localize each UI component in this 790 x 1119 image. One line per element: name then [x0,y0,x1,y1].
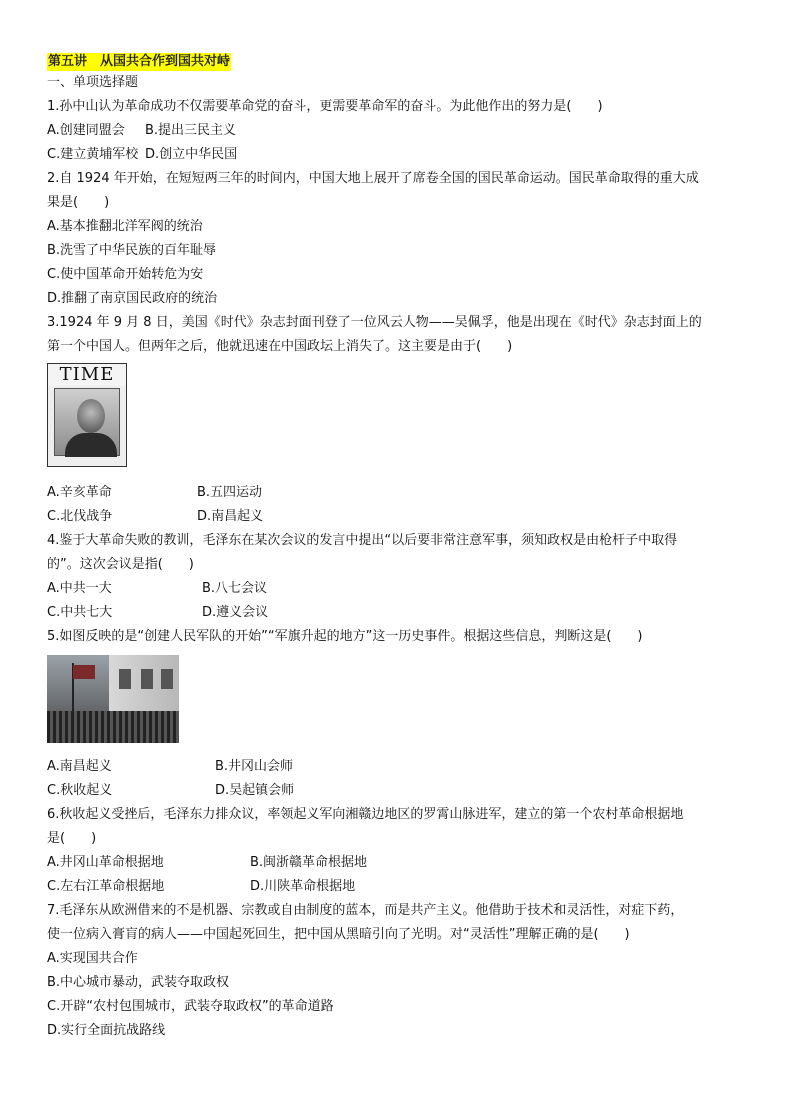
option-a: A.井冈山革命根据地 [47,855,164,870]
question-6-options-row-1 [47,851,747,875]
question-3-stem-line-1: 3.1924 年 9 月 8 日，美国《时代》杂志封面刊登了一位风云人物——吴佩孚，他是出现在《时代》杂志封面上的 [47,315,702,330]
question-6-options-row-2 [47,875,747,899]
option-a: A.创建同盟会 [47,123,125,138]
option-a: A.实现国共合作 [47,951,138,966]
option-a: A.中共一大 [47,581,112,596]
question-5-stem: 5.如图反映的是“创建人民军队的开始”“军旗升起的地方”这一历史事件。根据这些信息，判断这是( ) [47,629,643,644]
question-1-stem: 1.孙中山认为革命成功不仅需要革命党的奋斗，更需要革命军的奋斗。为此他作出的努力是( ) [47,99,603,114]
option-d: D.创立中华民国 [145,147,238,162]
option-a: A.南昌起义 [47,759,112,774]
option-c: C.北伐战争 [47,509,113,524]
time-magazine-cover-image [47,363,127,467]
question-1-options-row-2 [47,143,747,167]
question-3-stem-line-2: 第一个中国人。但两年之后，他就迅速在中国政坛上消失了。这主要是由于( ) [47,339,513,354]
question-2-stem-line-2: 果是( ) [47,195,110,210]
portrait-face [77,399,105,433]
option-c: C.左右江革命根据地 [47,879,165,894]
lesson-title: 第五讲 从国共合作到国共对峙 [48,54,231,69]
option-b: B.八七会议 [202,581,268,596]
time-masthead: TIME [48,364,126,386]
flag-shape [73,665,95,679]
option-c: C.秋收起义 [47,783,113,798]
option-b: B.闽浙赣革命根据地 [250,855,368,870]
question-3-options-row-1 [47,481,747,505]
question-6-stem-line-1: 6.秋收起义受挫后，毛泽东力排众议，率领起义军向湘赣边地区的罗霄山脉进军，建立的第一个农村革命根据地 [47,807,684,822]
portrait-photo [54,388,120,456]
option-c: C.建立黄埔军校 [47,147,139,162]
option-b: B.提出三民主义 [145,123,237,138]
question-2-stem-line-1: 2.自 1924 年开始，在短短两三年的时间内，中国大地上展开了席卷全国的国民革命运动。国民革命取得的重大成 [47,171,699,186]
option-d: D.南昌起义 [197,509,264,524]
option-c: C.开辟“农村包围城市，武装夺取政权”的革命道路 [47,999,334,1014]
portrait-body [65,433,117,457]
crowd-shape [47,711,179,743]
question-7-stem-line-1: 7.毛泽东从欧洲借来的不是机器、宗教或自由制度的蓝本，而是共产主义。他借助于技术和灵活性，对症下药， [47,903,684,918]
question-3-options-row-2 [47,505,747,529]
option-d: D.川陕革命根据地 [250,879,356,894]
option-d: D.推翻了南京国民政府的统治 [47,291,218,306]
question-4-stem-line-1: 4.鉴于大革命失败的教训，毛泽东在某次会议的发言中提出“以后要非常注意军事，须知政权是由枪杆子中取得 [47,533,678,548]
option-c: C.使中国革命开始转危为安 [47,267,204,282]
question-5-options-row-1 [47,755,747,779]
option-c: C.中共七大 [47,605,113,620]
question-5-options-row-2 [47,779,747,803]
question-4-stem-line-2: 的”。这次会议是指( ) [47,557,194,572]
option-b: B.洗雪了中华民族的百年耻辱 [47,243,217,258]
option-b: B.井冈山会师 [215,759,294,774]
section-heading: 一、单项选择题 [47,75,139,90]
question-4-options-row-1 [47,577,747,601]
window-shape [161,669,173,689]
question-6-stem-line-2: 是( ) [47,831,97,846]
option-d: D.吴起镇会师 [215,783,295,798]
worksheet-page [47,50,747,1043]
option-d: D.实行全面抗战路线 [47,1023,166,1038]
window-shape [119,669,131,689]
option-d: D.遵义会议 [202,605,269,620]
option-b: B.五四运动 [197,485,263,500]
question-1-options-row-1 [47,119,747,143]
option-a: A.辛亥革命 [47,485,112,500]
option-a: A.基本推翻北洋军阀的统治 [47,219,203,234]
window-shape [141,669,153,689]
question-7-stem-line-2: 使一位病入膏肓的病人——中国起死回生，把中国从黑暗引向了光明。对“灵活性”理解正确的是( ) [47,927,630,942]
option-b: B.中心城市暴动，武装夺取政权 [47,975,230,990]
nanchang-uprising-scene-image [47,655,179,743]
question-4-options-row-2 [47,601,747,625]
